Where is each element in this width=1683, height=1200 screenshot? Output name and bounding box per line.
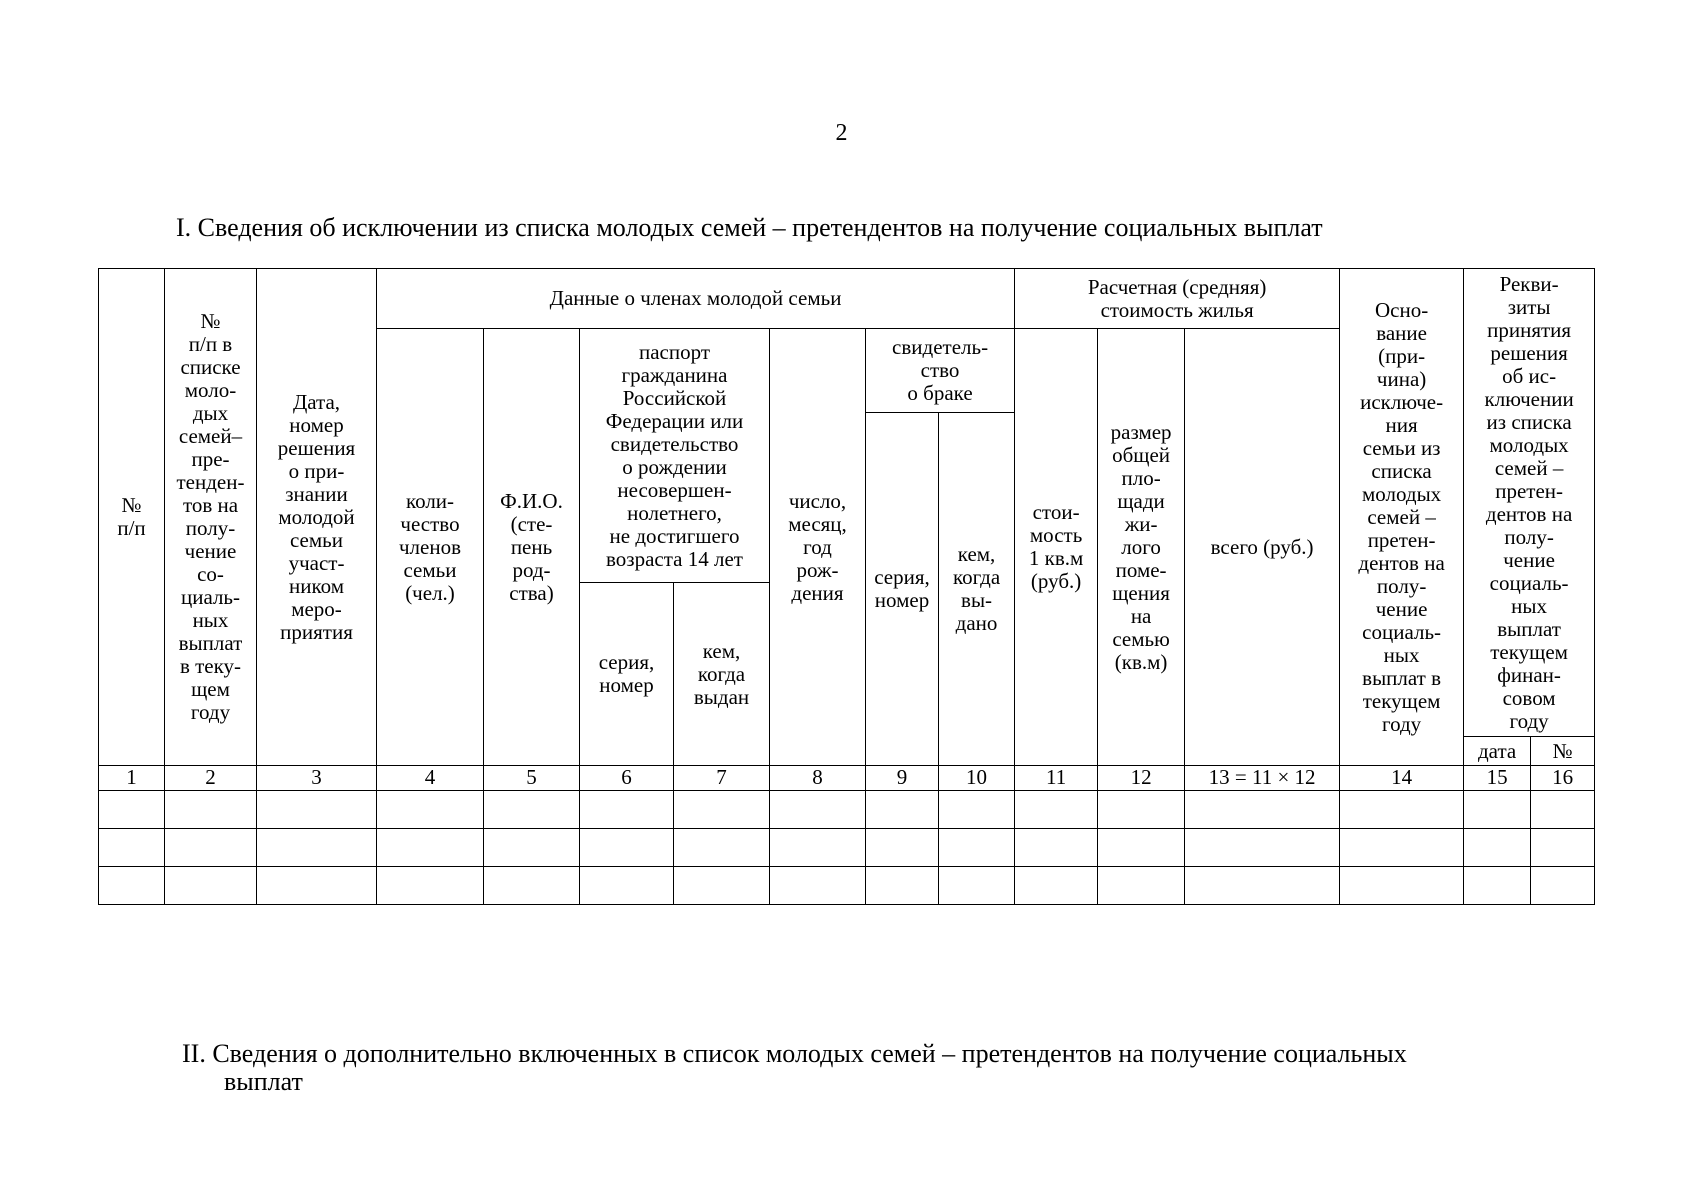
table-cell[interactable]: [257, 829, 377, 867]
column-number: 3: [257, 766, 377, 791]
header-col-5: Ф.И.О. (сте- пень род- ства): [484, 329, 580, 766]
table-cell[interactable]: [674, 829, 770, 867]
table-cell[interactable]: [1015, 791, 1098, 829]
header-col-4: коли- чество членов семьи (чел.): [377, 329, 484, 766]
page-number: 2: [835, 120, 848, 146]
exclusion-table: [98, 268, 1595, 905]
header-marriage-group: свидетель- ство о браке: [866, 329, 1015, 413]
table-cell[interactable]: [1098, 791, 1185, 829]
table-row: [99, 867, 1595, 905]
table-cell[interactable]: [674, 867, 770, 905]
table-cell[interactable]: [1340, 829, 1464, 867]
table-cell[interactable]: [1185, 791, 1340, 829]
table-cell[interactable]: [1340, 791, 1464, 829]
header-col-7: кем, когда выдан: [674, 583, 770, 766]
table-cell[interactable]: [377, 829, 484, 867]
column-number: 12: [1098, 766, 1185, 791]
table-cell[interactable]: [939, 829, 1015, 867]
table-cell[interactable]: [580, 867, 674, 905]
header-col-6: серия, номер: [580, 583, 674, 766]
header-col-16: №: [1531, 737, 1595, 766]
header-family-data: Данные о членах молодой семьи: [377, 269, 1015, 329]
table-cell[interactable]: [1531, 829, 1595, 867]
table-cell[interactable]: [866, 791, 939, 829]
table-cell[interactable]: [257, 791, 377, 829]
table-cell[interactable]: [939, 867, 1015, 905]
header-col-2: № п/п в списке моло- дых семей– пре- тенден- тов на полу- чение со- циаль- ных выплат в теку- щем году: [165, 269, 257, 766]
column-number: 16: [1531, 766, 1595, 791]
header-col-1: № п/п: [99, 269, 165, 766]
header-requisites: Рекви- зиты принятия решения об ис- ключении из списка молодых семей – претен- дентов на полу- чение социаль- ных выплат текущем финан- совом году: [1464, 269, 1595, 737]
table-cell[interactable]: [939, 791, 1015, 829]
table-cell[interactable]: [257, 867, 377, 905]
table-cell[interactable]: [1098, 867, 1185, 905]
table-cell[interactable]: [165, 829, 257, 867]
table-cell[interactable]: [484, 867, 580, 905]
header-col-11: стои- мость 1 кв.м (руб.): [1015, 329, 1098, 766]
table-cell[interactable]: [1185, 829, 1340, 867]
table-cell[interactable]: [99, 791, 165, 829]
table-cell[interactable]: [866, 829, 939, 867]
header-col-10: кем, когда вы- дано: [939, 413, 1015, 766]
section-2-title-line-2: выплат: [224, 1067, 303, 1096]
header-col-3: Дата, номер решения о при- знании молодой семьи участ- ником меро- приятия: [257, 269, 377, 766]
section-1-title: I. Сведения об исключении из списка молодых семей – претендентов на получение социальных выплат: [176, 213, 1323, 242]
header-col-9: серия, номер: [866, 413, 939, 766]
column-number: 9: [866, 766, 939, 791]
header-col-14: Осно- вание (при- чина) исключе- ния семьи из списка молодых семей – претен- дентов на полу- чение социаль- ных выплат в текущем году: [1340, 269, 1464, 766]
table-cell[interactable]: [1098, 829, 1185, 867]
header-col-13: всего (руб.): [1185, 329, 1340, 766]
column-number: 7: [674, 766, 770, 791]
table-cell[interactable]: [377, 791, 484, 829]
column-number: 13 = 11 × 12: [1185, 766, 1340, 791]
header-col-8: число, месяц, год рож- дения: [770, 329, 866, 766]
table-cell[interactable]: [580, 829, 674, 867]
column-number: 11: [1015, 766, 1098, 791]
table-cell[interactable]: [1015, 867, 1098, 905]
header-col-15: дата: [1464, 737, 1531, 766]
table-row: [99, 791, 1595, 829]
table-cell[interactable]: [484, 791, 580, 829]
header-col-12: размер общей пло- щади жи- лого поме- щения на семью (кв.м): [1098, 329, 1185, 766]
column-number: 10: [939, 766, 1015, 791]
table-cell[interactable]: [377, 867, 484, 905]
table-cell[interactable]: [770, 867, 866, 905]
table-cell[interactable]: [1464, 867, 1531, 905]
table-cell[interactable]: [484, 829, 580, 867]
section-2-title: [182, 1040, 1542, 1096]
table-cell[interactable]: [165, 791, 257, 829]
column-number: 5: [484, 766, 580, 791]
column-number: 1: [99, 766, 165, 791]
table-cell[interactable]: [580, 791, 674, 829]
header-cost-group: Расчетная (средняя) стоимость жилья: [1015, 269, 1340, 329]
table-cell[interactable]: [866, 867, 939, 905]
table-cell[interactable]: [1531, 867, 1595, 905]
table-cell[interactable]: [1531, 791, 1595, 829]
table-cell[interactable]: [99, 867, 165, 905]
column-number: 6: [580, 766, 674, 791]
column-number: 2: [165, 766, 257, 791]
column-number: 8: [770, 766, 866, 791]
table-cell[interactable]: [674, 791, 770, 829]
column-number-row: [99, 766, 1595, 791]
table-cell[interactable]: [165, 867, 257, 905]
table-cell[interactable]: [770, 829, 866, 867]
column-number: 15: [1464, 766, 1531, 791]
table-cell[interactable]: [1464, 829, 1531, 867]
table-cell[interactable]: [99, 829, 165, 867]
table-cell[interactable]: [1464, 791, 1531, 829]
column-number: 4: [377, 766, 484, 791]
table-cell[interactable]: [1340, 867, 1464, 905]
table-cell[interactable]: [1015, 829, 1098, 867]
table-row: [99, 829, 1595, 867]
column-number: 14: [1340, 766, 1464, 791]
header-passport-group: паспорт гражданина Российской Федерации или свидетельство о рождении несовершен- нолетнего, не достигшего возраста 14 лет: [580, 329, 770, 583]
section-2-title-line-1: II. Сведения о дополнительно включенных в список молодых семей – претендентов на получение социальных: [182, 1039, 1407, 1068]
table-cell[interactable]: [1185, 867, 1340, 905]
table-cell[interactable]: [770, 791, 866, 829]
